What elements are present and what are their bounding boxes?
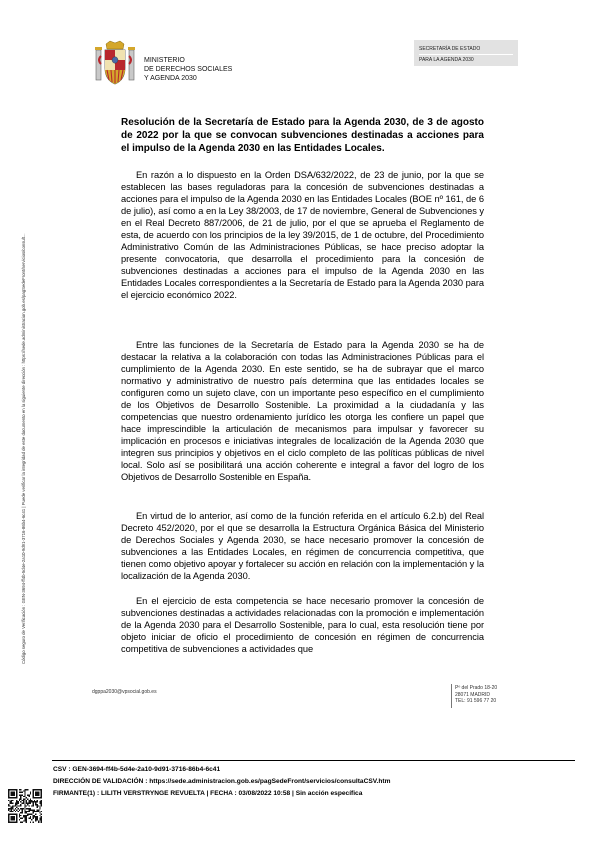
ministry-line: DE DERECHOS SOCIALES (144, 66, 233, 73)
secretaria-line: SECRETARÍA DE ESTADO (419, 44, 513, 55)
body-paragraph-2: Entre las funciones de la Secretaría de Estado para la Agenda 2030 se ha de destacar la relativa a la colaboración con todas las Administraciones Públicas para el cumplimiento de la Agenda 2030. En este sentido, se ha de subrayar que el marco normativo y administrativo de nuestro país determina que las entidades locales se configuren como un sujeto clave, con un importante peso específico en el cumplimiento de los Objetivos de Desarrollo Sostenible. La proximidad a la ciudadanía y las competencias que nuestro ordenamiento jurídico les otorga les confiere un papel que hace imprescindible la articulación de mecanismos para impulsar y favorecer su implicación en procesos e iniciativas integrales de localización de la Agenda 2030 que integren sus principios y objetivos en el ciclo completo de las políticas públicas de nivel local. Solo así se posibilitará una acción coherente e integral a favor del logro de los Objetivos de Desarrollo Sostenible en España. (121, 340, 484, 482)
secretaria-box (414, 40, 518, 66)
verification-text: Código seguro de Verificación : GEN-3694-ff4b-5d4e-2a10-9d91-3716-86b4-6c41 | Puede verificar la integridad de este documento en la siguiente dirección : https://sede.administracion.gob.es/pagSedeFront/servicios/consult... (21, 233, 26, 664)
contact-email: dgppa2030@vpsocial.gob.es (92, 689, 157, 695)
address-line: TEL: 91 596 77 20 (455, 698, 497, 704)
secretaria-line: PARA LA AGENDA 2030 (419, 57, 474, 63)
verification-side-note (21, 84, 31, 664)
ministry-name (144, 56, 232, 83)
address-line: Pº del Prado 18-20 (455, 685, 498, 691)
coat-of-arms-icon (92, 40, 138, 88)
ministry-line: Y AGENDA 2030 (144, 75, 197, 82)
validation-address: DIRECCIÓN DE VALIDACIÓN : https://sede.administracion.gob.es/pagSedeFront/servicios/consultaCSV.htm (53, 778, 391, 785)
body-paragraph-1: En razón a lo dispuesto en la Orden DSA/632/2022, de 23 de junio, por la que se establecen las bases reguladoras para la concesión de subvenciones destinadas a acciones para el impulso de la Agenda 2030 en las Entidades Locales (BOE nº 161, de 6 de julio), así como a en la Ley 38/2003, de 17 de noviembre, General de Subvenciones y en el Real Decreto 887/2006, de 21 de julio, por el que se aprueba el Reglamento de esta, de acuerdo con los principios de la ley 39/2015, de 1 de octubre, del Procedimiento Administrativo Común de las Administraciones Públicas, se hace preciso adoptar la presente convocatoria, que desarrolla el procedimiento para la concesión de subvenciones destinadas a acciones para el impulso de la Agenda 2030 en las Entidades Locales correspondientes a la Secretaría de Estado para la Agenda 2030 para el ejercicio económico 2022. (121, 170, 484, 300)
contact-address (455, 685, 497, 705)
qr-code-icon (8, 789, 42, 823)
address-line: 28071 MADRID (455, 691, 491, 698)
ministry-line: MINISTERIO (144, 57, 185, 64)
signer-line: FIRMANTE(1) : LILITH VERSTRYNGE REVUELTA | FECHA : 03/08/2022 10:58 | Sin acción específica (53, 790, 363, 797)
footer-rule (52, 760, 575, 761)
body-paragraph-3: En virtud de lo anterior, así como de la función referida en el artículo 6.2.b) del Real Decreto 452/2020, por el que se desarrolla la Estructura Orgánica Básica del Ministerio de Derechos Sociales y Agenda 2030, se hace necesario promover la concesión de subvenciones a las Entidades Locales, en régimen de concurrencia competitiva, que tienen como objetivo apoyar y fortalecer su acción en relación con la implementación y la localización de la Agenda 2030. (121, 511, 484, 581)
body-paragraph-4: En el ejercicio de esta competencia se hace necesario promover la concesión de subvenciones destinadas a actividades relacionadas con la promoción e implementación de la Agenda 2030 para el Desarrollo Sostenible, para lo cual, esta resolución tiene por objeto iniciar de oficio el procedimiento de concesión en régimen de concurrencia competitiva de subvenciones a actividades que (121, 596, 484, 654)
address-divider (451, 684, 452, 708)
csv-code: CSV : GEN-3694-ff4b-5d4e-2a10-9d91-3716-86b4-6c41 (53, 766, 221, 773)
document-title: Resolución de la Secretaría de Estado para la Agenda 2030, de 3 de agosto de 2022 por la que se convocan subvenciones destinadas a acciones para el impulso de la Agenda 2030 en las Entidades Locales. (121, 117, 484, 155)
